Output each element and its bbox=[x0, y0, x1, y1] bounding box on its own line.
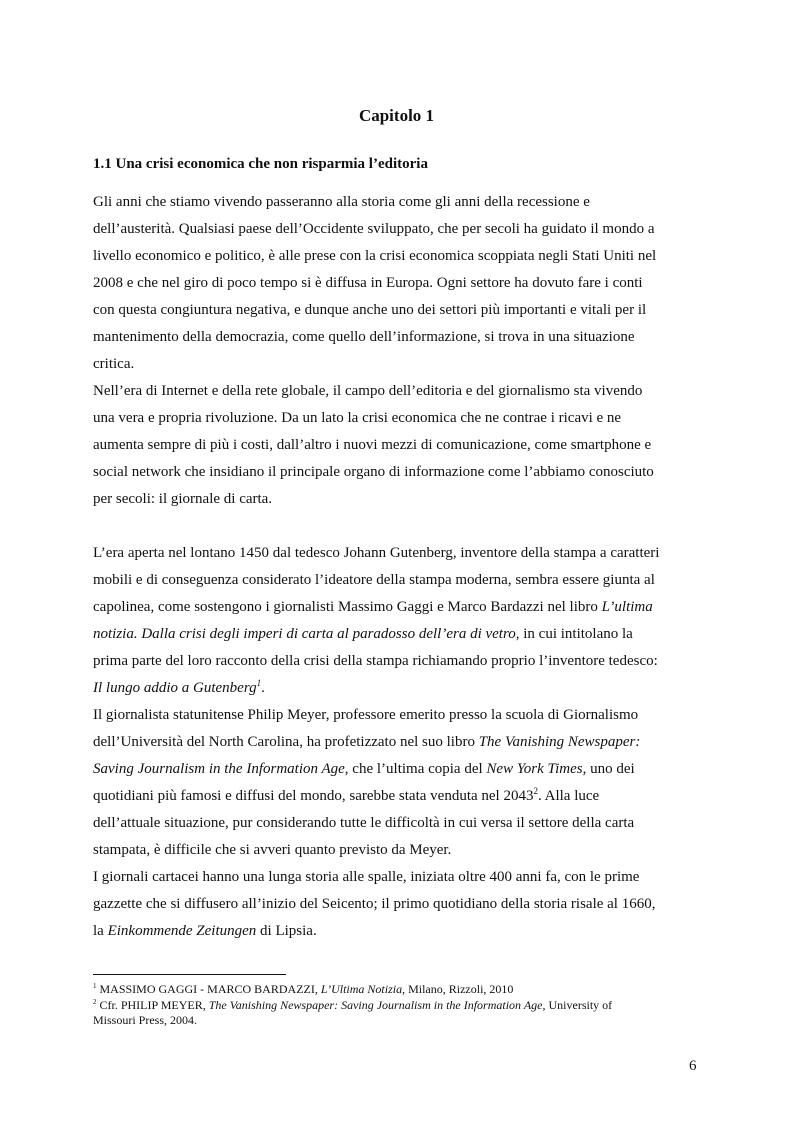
body-line bbox=[93, 786, 703, 806]
book-title: Il lungo addio a Gutenberg bbox=[93, 680, 257, 696]
body-line: stampata, è difficile che si avveri quanto previsto da Meyer. bbox=[93, 842, 452, 858]
chapter-title: Capitolo 1 bbox=[358, 106, 435, 125]
body-line: dell’austerità. Qualsiasi paese dell’Occidente sviluppato, che per secoli ha guidato il mondo a bbox=[93, 221, 655, 237]
body-line bbox=[93, 732, 703, 752]
body-line: gazzette che si diffusero all’inizio del Seicento; il primo quotidiano della storia risale al 1660, bbox=[93, 896, 656, 912]
text-run: . Alla luce bbox=[537, 788, 600, 804]
text-run: capolinea, come sostengono i giornalisti Massimo Gaggi e Marco Bardazzi nel libro bbox=[93, 599, 602, 615]
page-number: 6 bbox=[689, 1058, 697, 1074]
body-line: social network che insidiano il principale organo di informazione come l’abbiamo conosciuto bbox=[93, 464, 654, 480]
text-run: , uno dei bbox=[582, 761, 635, 777]
footnote-1 bbox=[93, 982, 703, 997]
body-line bbox=[93, 624, 703, 644]
body-line: I giornali cartacei hanno una lunga storia alle spalle, iniziata oltre 400 anni fa, con le prime bbox=[93, 869, 640, 885]
body-line: una vera e propria rivoluzione. Da un lato la crisi economica che ne contrae i ricavi e ne bbox=[93, 410, 622, 426]
footnote-ref: 2 bbox=[533, 786, 538, 796]
footnote-number: 2 bbox=[93, 998, 97, 1006]
footnote-2 bbox=[93, 998, 703, 1013]
text-run: Cfr. PHILIP MEYER, bbox=[96, 998, 209, 1012]
body-line: prima parte del loro racconto della crisi della stampa richiamando proprio l’inventore tedesco: bbox=[93, 653, 658, 669]
book-title: The Vanishing Newspaper: Saving Journalism in the Information Age bbox=[208, 998, 543, 1012]
text-run: . bbox=[261, 680, 265, 696]
text-run: , University of bbox=[542, 998, 613, 1012]
body-line: aumenta sempre di più i costi, dall’altro i nuovi mezzi di comunicazione, come smartphone e bbox=[93, 437, 652, 453]
body-line: Gli anni che stiamo vivendo passeranno alla storia come gli anni della recessione e bbox=[93, 194, 590, 210]
newspaper-title: New York Times bbox=[486, 761, 583, 777]
body-line bbox=[93, 597, 703, 617]
book-title: L’Ultima Notizia bbox=[320, 982, 403, 996]
book-title: The Vanishing Newspaper: bbox=[478, 734, 641, 750]
book-title: L’ultima bbox=[601, 599, 653, 615]
footnote-number: 1 bbox=[93, 982, 97, 990]
body-line bbox=[93, 759, 703, 779]
body-line: dell’attuale situazione, pur considerando tutte le difficoltà in cui versa il settore della carta bbox=[93, 815, 635, 831]
body-line: Nell’era di Internet e della rete globale, il campo dell’editoria e del giornalismo sta vivendo bbox=[93, 383, 643, 399]
body-line: L’era aperta nel lontano 1450 dal tedesco Johann Gutenberg, inventore della stampa a caratteri bbox=[93, 545, 660, 561]
text-run: MASSIMO GAGGI - MARCO BARDAZZI, bbox=[96, 982, 321, 996]
text-run: , in cui intitolano la bbox=[515, 626, 633, 642]
body-line: con questa congiuntura negativa, e dunque anche uno dei settori più importanti e vitali per il bbox=[93, 302, 647, 318]
text-run: , che l’ultima copia del bbox=[344, 761, 487, 777]
text-run: , Milano, Rizzoli, 2010 bbox=[402, 982, 514, 996]
text-run: la bbox=[93, 923, 108, 939]
body-line: livello economico e politico, è alle prese con la crisi economica scoppiata negli Stati Uniti nel bbox=[93, 248, 657, 264]
body-line: 2008 e che nel giro di poco tempo si è diffusa in Europa. Ogni settore ha dovuto fare i conti bbox=[93, 275, 643, 291]
footnote-2-continuation: Missouri Press, 2004. bbox=[93, 1013, 198, 1027]
text-run: dell’Università del North Carolina, ha profetizzato nel suo libro bbox=[93, 734, 479, 750]
body-line: mantenimento della democrazia, come quello dell’informazione, si trova in una situazione bbox=[93, 329, 635, 345]
section-title: 1.1 Una crisi economica che non risparmia l’editoria bbox=[93, 156, 428, 172]
body-line bbox=[93, 921, 703, 941]
body-line: per secoli: il giornale di carta. bbox=[93, 491, 273, 507]
text-run: di Lipsia. bbox=[256, 923, 317, 939]
footnote-ref: 1 bbox=[256, 678, 262, 688]
body-line bbox=[93, 678, 703, 698]
newspaper-title: Einkommende Zeitungen bbox=[107, 923, 257, 939]
body-line: mobili e di conseguenza considerato l’ideatore della stampa moderna, sembra essere giunta al bbox=[93, 572, 655, 588]
body-line: Il giornalista statunitense Philip Meyer, professore emerito presso la scuola di Giornalismo bbox=[93, 707, 639, 723]
footnote-divider bbox=[93, 974, 286, 975]
book-title: notizia. Dalla crisi degli imperi di carta al paradosso dell’era di vetro bbox=[93, 626, 516, 642]
body-line: critica. bbox=[93, 356, 135, 372]
book-title: Saving Journalism in the Information Age bbox=[93, 761, 345, 777]
text-run: quotidiani più famosi e diffusi del mondo, sarebbe stata venduta nel 2043 bbox=[93, 788, 534, 804]
